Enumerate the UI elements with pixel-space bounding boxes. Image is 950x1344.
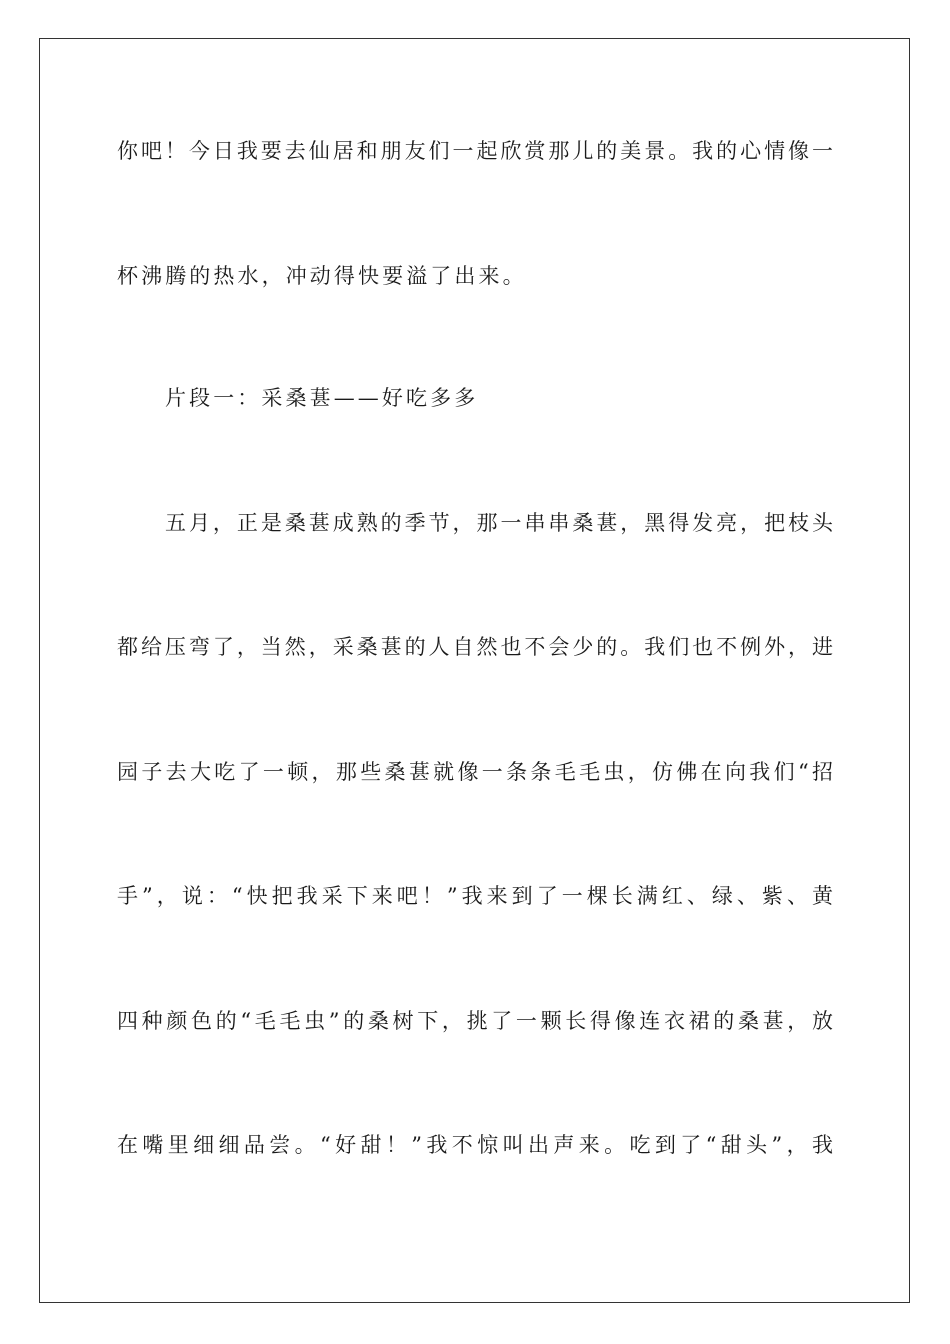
section-heading: 片段一：采桑葚——好吃多多 [165,386,479,410]
paragraph-line: 四种颜色的“毛毛虫”的桑树下，挑了一颗长得像连衣裙的桑葚，放 [117,1009,833,1033]
page-frame [39,38,910,1303]
paragraph-line: 都给压弯了，当然，采桑葚的人自然也不会少的。我们也不例外，进 [117,635,833,659]
paragraph-line: 你吧！今日我要去仙居和朋友们一起欣赏那儿的美景。我的心情像一 [117,139,833,163]
paragraph-line: 杯沸腾的热水，冲动得快要溢了出来。 [117,264,527,288]
paragraph-line: 园子去大吃了一顿，那些桑葚就像一条条毛毛虫，仿佛在向我们“招 [117,760,833,784]
paragraph-line: 五月，正是桑葚成熟的季节，那一串串桑葚，黑得发亮，把枝头 [165,511,833,535]
paragraph-line: 手”，说：“快把我采下来吧！”我来到了一棵长满红、绿、紫、黄 [117,884,833,908]
paragraph-line: 在嘴里细细品尝。“好甜！”我不惊叫出声来。吃到了“甜头”，我 [117,1133,833,1157]
